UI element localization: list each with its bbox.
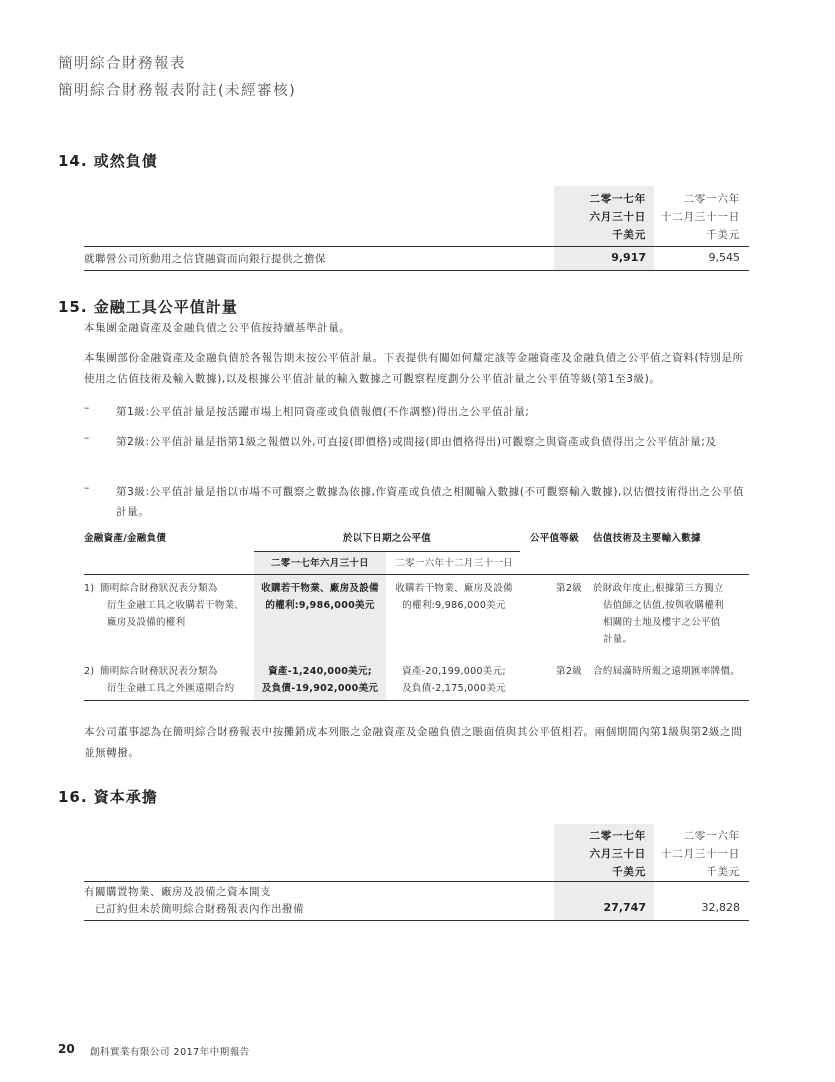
s15-bullet-level2: 第2級:公平值計量是指第1級之報價以外,可直接(即價格)或間接(即由價格得出)可觀察之與資產或負債得出之公平值計量;及 — [116, 436, 717, 448]
s15-bullet-level3: 第3級:公平值計量是指以市場不可觀察之數據為依據,作資產或負債之相關輸入數據(不可觀察輸入數據),以估價技術得出之公平值計量。 — [116, 486, 745, 518]
table-rule — [84, 246, 749, 247]
s15-paragraph-1: 本集團金融資產及金融負債之公平值按持續基準計量。 — [84, 322, 351, 334]
fv-row-2-asset-line: 簡明綜合財務狀況表分類為 — [100, 666, 218, 677]
fv-row-1-technique-line: 於財政年度止,根據第三方獨立 — [593, 583, 724, 594]
s14-value-2017: 9,917 — [611, 251, 646, 264]
fv-table-header-technique: 估值技術及主要輸入數據 — [593, 533, 701, 544]
s14-col-2016-header — [654, 190, 740, 244]
fv-row-2-value-2016-line: 及負債-2,175,000美元 — [402, 683, 506, 694]
table-rule — [84, 574, 749, 575]
fv-row-1-asset — [100, 580, 252, 631]
s16-col-2016-unit: 千美元 — [706, 866, 740, 878]
table-rule — [84, 700, 749, 701]
section-15-title: 15. 金融工具公平值計量 — [58, 298, 238, 316]
fv-row-2-number: 2) — [84, 666, 95, 677]
s14-col-2016-unit: 千美元 — [706, 229, 740, 241]
s16-value-2017: 27,747 — [603, 901, 646, 914]
fv-row-1-value-2017-line: 的權利:9,986,000美元 — [265, 600, 375, 611]
s16-col-2017-unit: 千美元 — [612, 866, 646, 878]
fv-row-1-value-2016-line: 的權利:9,986,000美元 — [402, 600, 506, 611]
s16-col-2017-year: 二零一七年 — [589, 830, 646, 842]
s16-col-2016-year: 二零一六年 — [683, 830, 740, 842]
table-rule — [84, 920, 749, 921]
s14-col-2017-year: 二零一七年 — [589, 193, 646, 205]
s14-col-2017-unit: 千美元 — [612, 229, 646, 241]
section-16-title: 16. 資本承擔 — [58, 788, 158, 806]
footer-text: 創科實業有限公司 2017年中期報告 — [90, 1047, 250, 1058]
bullet-dash: – — [84, 432, 90, 444]
fv-row-2-asset — [100, 663, 252, 697]
section-14-title: 14. 或然負債 — [58, 152, 158, 170]
fv-table-header-level: 公平值等級 — [530, 533, 580, 544]
fv-row-1-value-2017 — [254, 580, 386, 614]
fv-row-2-value-2016-line: 資產-20,199,000美元; — [402, 666, 506, 677]
s14-row-label: 就聯營公司所動用之信貸融資而向銀行提供之擔保 — [84, 253, 326, 265]
s16-value-2016: 32,828 — [701, 901, 740, 914]
s14-col-2016-date: 十二月三十一日 — [660, 211, 740, 223]
s15-paragraph-2: 本集團部份金融資產及金融負債於各報告期末按公平值計量。下表提供有關如何釐定該等金融資產及金融負債之公平值之資料(特別是所使用之估值技術及輸入數據),以及根據公平值計量的輸入數據之可觀察程度劃分公平值計量之公平值等級(第1至3級)。 — [84, 352, 744, 385]
fv-row-2-technique: 合約屆滿時所報之遠期匯率牌價。 — [593, 666, 741, 677]
s14-col-2016-year: 二零一六年 — [683, 193, 740, 205]
s15-paragraph-3: 本公司董事認為在簡明綜合財務報表中按攤銷成本列賬之金融資產及金融負債之賬面值與其公平值相若。兩個期間內第1級與第2級之間並無轉撥。 — [84, 726, 743, 759]
fv-row-2-value-2017 — [254, 663, 386, 697]
s14-col-2017-header — [554, 190, 646, 244]
s16-col-2016-header — [654, 827, 740, 881]
s16-row-label-line1: 有關購置物業、廠房及設備之資本開支 — [84, 886, 271, 898]
fv-row-1-technique-line: 相關的土地及樓宇之公平值 — [603, 617, 721, 628]
s15-bullet-level1: 第1級:公平值計量是按活躍市場上相同資產或負債報價(不作調整)得出之公平值計量; — [116, 406, 530, 418]
fv-row-1-number: 1) — [84, 583, 95, 594]
fv-row-1-level: 第2級 — [556, 583, 582, 594]
table-rule — [84, 881, 749, 882]
s16-col-2017-header — [554, 827, 646, 881]
fv-table-header-fair-value: 於以下日期之公平值 — [342, 533, 432, 544]
s16-col-2016-date: 十二月三十一日 — [660, 848, 740, 860]
fv-row-1-asset-line: 簡明綜合財務狀況表分類為 — [100, 583, 218, 594]
report-header-title: 簡明綜合財務報表 — [58, 56, 186, 72]
table-rule — [84, 270, 749, 271]
fv-table-header-2016: 二零一六年十二月三十一日 — [395, 558, 513, 569]
fv-table-header-2017: 二零一七年六月三十日 — [270, 558, 369, 569]
fv-row-1-technique-line: 估值師之估值,按與收購權利 — [603, 600, 724, 611]
fv-row-2-level: 第2級 — [556, 666, 582, 677]
s16-row-label-line2: 已訂約但未於簡明綜合財務報表內作出撥備 — [95, 903, 304, 915]
fv-table-header-asset: 金融資產/金融負債 — [84, 533, 167, 544]
fv-row-1-value-2016 — [388, 580, 520, 614]
report-header-subtitle: 簡明綜合財務報表附註(未經審核) — [58, 83, 297, 99]
fv-row-2-value-2016 — [388, 663, 520, 697]
s16-col-2017-date: 六月三十日 — [589, 848, 646, 860]
fv-row-1-asset-line: 廠房及設備的權利 — [107, 617, 186, 628]
s14-value-2016: 9,545 — [708, 251, 740, 264]
fv-row-1-technique — [593, 580, 753, 648]
page-number: 20 — [58, 1042, 75, 1056]
s14-col-2017-date: 六月三十日 — [589, 211, 646, 223]
bullet-dash: – — [84, 402, 90, 414]
fv-row-2-value-2017-line: 及負債-19,902,000美元 — [261, 683, 379, 694]
fv-row-1-technique-line: 計量。 — [603, 634, 633, 645]
bullet-dash: – — [84, 482, 90, 494]
fv-row-2-value-2017-line: 資產-1,240,000美元; — [268, 666, 372, 677]
fv-row-1-value-2016-line: 收購若干物業、廠房及設備 — [395, 583, 513, 594]
fv-row-1-value-2017-line: 收購若干物業、廠房及設備 — [261, 583, 379, 594]
fv-row-2-asset-line: 衍生金融工具之外匯遠期合約 — [107, 683, 235, 694]
fv-row-1-asset-line: 衍生金融工具之收購若干物業、 — [107, 600, 245, 611]
